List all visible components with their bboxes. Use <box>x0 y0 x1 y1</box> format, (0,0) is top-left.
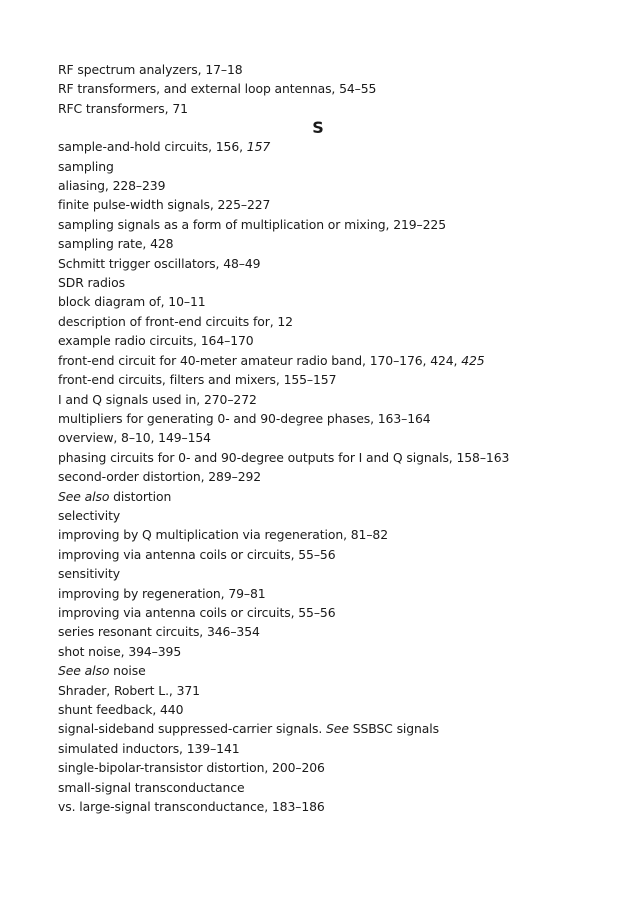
index-entry: vs. large-signal transconductance, 183–186 <box>58 799 325 815</box>
index-entry: SDR radios <box>58 275 125 291</box>
index-entry: improving via antenna coils or circuits, 55–56 <box>58 604 336 620</box>
index-entry: sample-and-hold circuits, 156, 157 <box>58 139 271 155</box>
see-also-label: See also <box>58 488 110 504</box>
index-entry: RF transformers, and external loop antennas, 54–55 <box>58 81 377 97</box>
index-entry: Shrader, Robert L., 371 <box>58 682 200 698</box>
index-cross-reference: See also distortion <box>58 488 172 504</box>
index-entry: sampling rate, 428 <box>58 236 174 252</box>
index-entry: RF spectrum analyzers, 17–18 <box>58 62 243 77</box>
index-entry: sensitivity <box>58 566 120 582</box>
index-entry: aliasing, 228–239 <box>58 178 166 194</box>
index-entry: series resonant circuits, 346–354 <box>58 624 260 640</box>
index-entry: simulated inductors, 139–141 <box>58 740 240 756</box>
index-entry: description of front-end circuits for, 12 <box>58 313 293 329</box>
index-entry: improving via antenna coils or circuits, 55–56 <box>58 546 336 562</box>
index-cross-reference: See also noise <box>58 663 146 679</box>
index-entry: sampling <box>58 158 114 174</box>
index-entry: example radio circuits, 164–170 <box>58 333 254 349</box>
see-also-label: See also <box>58 663 110 679</box>
index-entry: shot noise, 394–395 <box>58 643 182 659</box>
index-entry: sampling signals as a form of multiplication or mixing, 219–225 <box>58 216 446 232</box>
index-entry: finite pulse-width signals, 225–227 <box>58 197 271 213</box>
index-entry: front-end circuits, filters and mixers, 155–157 <box>58 372 337 388</box>
index-entry: improving by Q multiplication via regeneration, 81–82 <box>58 527 388 543</box>
index-entry: small-signal transconductance <box>58 779 245 795</box>
index-entry: shunt feedback, 440 <box>58 702 184 717</box>
italic-page-ref: 425 <box>461 352 485 368</box>
index-entry: multipliers for generating 0- and 90-degree phases, 163–164 <box>58 410 431 426</box>
italic-page-ref: 157 <box>246 139 271 155</box>
index-entry: phasing circuits for 0- and 90-degree outputs for I and Q signals, 158–163 <box>58 449 510 465</box>
index-entry: second-order distortion, 289–292 <box>58 469 262 485</box>
index-entry: signal-sideband suppressed-carrier signals. See SSBSC signals <box>58 721 439 737</box>
index-entry: front-end circuit for 40-meter amateur radio band, 170–176, 424, 425 <box>58 352 485 368</box>
index-entry: I and Q signals used in, 270–272 <box>58 391 257 407</box>
section-letter-heading: S <box>312 118 324 138</box>
index-entry: Schmitt trigger oscillators, 48–49 <box>58 255 261 271</box>
index-entry: single-bipolar-transistor distortion, 200–206 <box>58 760 325 776</box>
index-entry: block diagram of, 10–11 <box>58 294 206 310</box>
index-entry: improving by regeneration, 79–81 <box>58 585 266 601</box>
index-entry: selectivity <box>58 507 121 523</box>
index-page <box>58 60 618 816</box>
index-entry: overview, 8–10, 149–154 <box>58 430 211 446</box>
index-entry: RFC transformers, 71 <box>58 100 188 116</box>
see-label: See <box>326 721 349 737</box>
